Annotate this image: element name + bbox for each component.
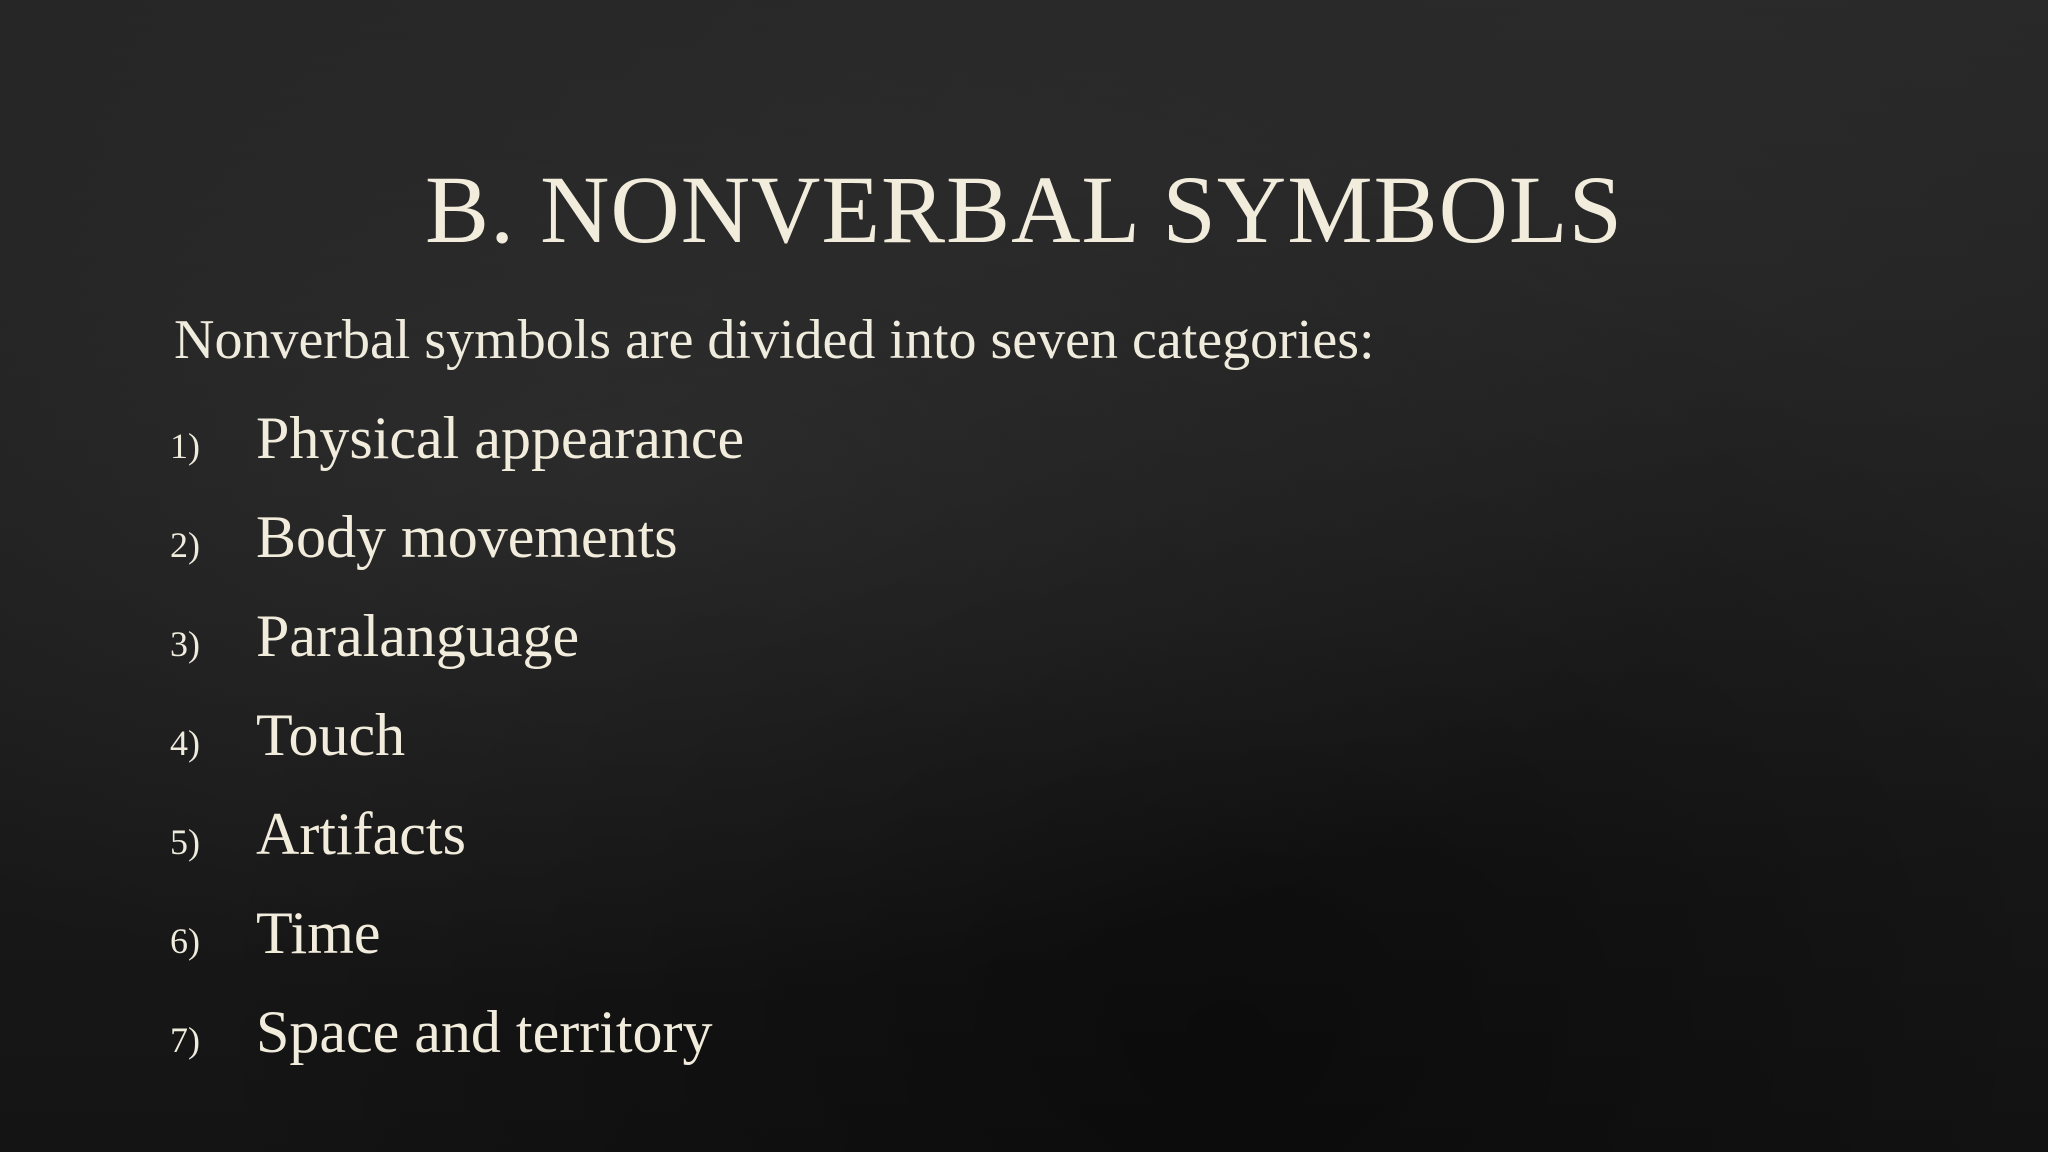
list-item-number: 3) bbox=[170, 624, 200, 664]
list-item-label: Body movements bbox=[256, 504, 678, 570]
list-item-label: Artifacts bbox=[256, 801, 466, 867]
list-item-label: Time bbox=[256, 900, 381, 966]
list-item-number: 2) bbox=[170, 525, 200, 565]
list-item bbox=[170, 497, 744, 596]
category-list bbox=[170, 398, 744, 1091]
list-item-label: Space and territory bbox=[256, 999, 713, 1065]
list-item-label: Paralanguage bbox=[256, 603, 580, 669]
list-item bbox=[170, 794, 744, 893]
list-item-number: 1) bbox=[170, 426, 200, 466]
list-item-number: 4) bbox=[170, 723, 200, 763]
slide-title: B. NONVERBAL SYMBOLS bbox=[425, 156, 1623, 263]
list-item bbox=[170, 893, 744, 992]
list-item-number: 7) bbox=[170, 1020, 200, 1060]
list-item bbox=[170, 596, 744, 695]
intro-text: Nonverbal symbols are divided into seven categories: bbox=[174, 309, 1375, 371]
list-item bbox=[170, 695, 744, 794]
list-item bbox=[170, 992, 744, 1091]
list-item bbox=[170, 398, 744, 497]
list-item-number: 5) bbox=[170, 822, 200, 862]
list-item-label: Physical appearance bbox=[256, 405, 745, 471]
list-item-number: 6) bbox=[170, 921, 200, 961]
list-item-label: Touch bbox=[256, 702, 406, 768]
